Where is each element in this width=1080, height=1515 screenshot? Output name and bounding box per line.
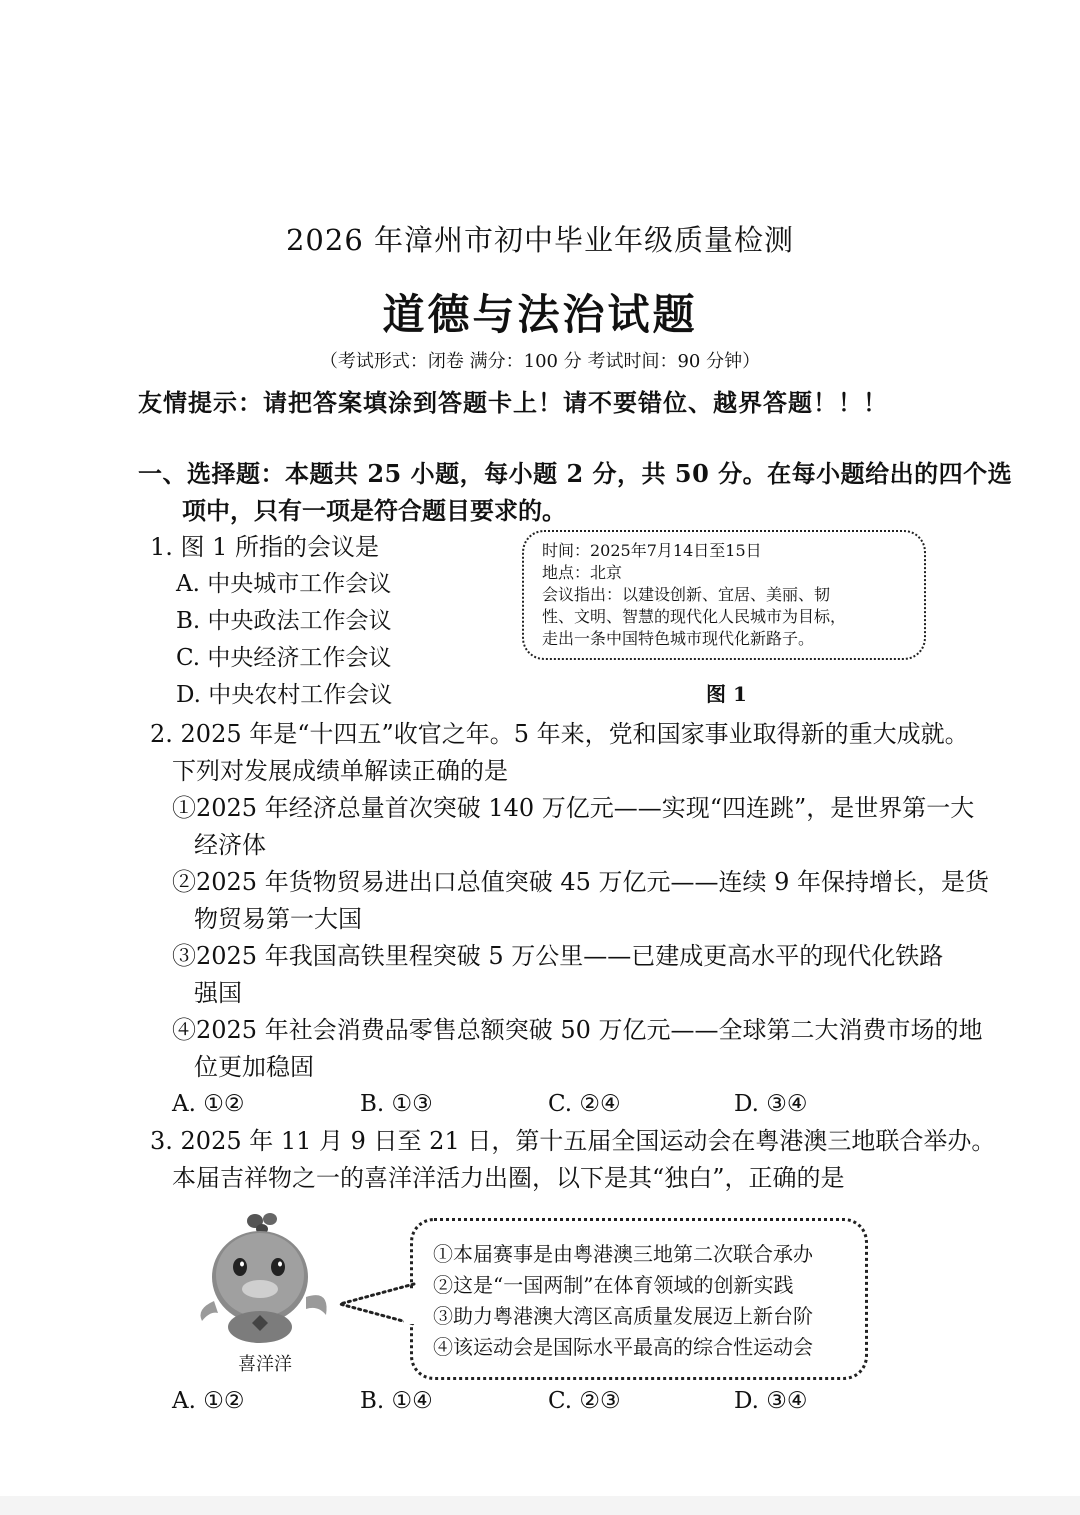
page-bottom-band (0, 1496, 1080, 1515)
q2-option-c[interactable]: C. ②④ (548, 1091, 621, 1117)
q2-stem-line2: 下列对发展成绩单解读正确的是 (172, 757, 508, 785)
q1-option-d[interactable]: D. 中央农村工作会议 (176, 682, 393, 708)
q1-option-c[interactable]: C. 中央经济工作会议 (176, 645, 392, 671)
figure-1-place: 地点：北京 (542, 563, 623, 582)
speech-bubble (410, 1218, 868, 1380)
q2-item-4-cont: 位更加稳固 (194, 1053, 314, 1081)
q2-item-2-cont: 物贸易第一大国 (194, 905, 362, 933)
mascot-label: 喜洋洋 (238, 1354, 292, 1375)
figure-1-note-line3: 走出一条中国特色城市现代化新路子。 (542, 629, 815, 648)
q2-item-2: ②2025 年货物贸易进出口总值突破 45 万亿元——连续 9 年保持增长，是货 (172, 868, 990, 896)
q3-option-d[interactable]: D. ③④ (734, 1388, 808, 1414)
figure-1-caption: 图 1 (706, 682, 747, 706)
bubble-statement-2: ②这是“一国两制”在体育领域的创新实践 (433, 1273, 794, 1297)
q2-item-3: ③2025 年我国高铁里程突破 5 万公里——已建成更高水平的现代化铁路 (172, 942, 944, 970)
q2-stem-line1: 2. 2025 年是“十四五”收官之年。5 年来，党和国家事业取得新的重大成就。 (150, 720, 969, 748)
q1-stem: 1. 图 1 所指的会议是 (150, 533, 380, 561)
bubble-statement-4: ④该运动会是国际水平最高的综合性运动会 (433, 1335, 813, 1359)
q3-stem-line2: 本届吉祥物之一的喜洋洋活力出圈，以下是其“独白”，正确的是 (172, 1164, 845, 1192)
q3-option-a[interactable]: A. ①② (172, 1388, 245, 1414)
figure-1-note-line2: 性、文明、智慧的现代化人民城市为目标， (542, 607, 847, 626)
exam-info: （考试形式：闭卷 满分：100 分 考试时间：90 分钟） (319, 351, 761, 372)
q2-item-4: ④2025 年社会消费品零售总额突破 50 万亿元——全球第二大消费市场的地 (172, 1016, 983, 1044)
page-title: 道德与法治试题 (382, 290, 698, 339)
q1-option-b[interactable]: B. 中央政法工作会议 (176, 608, 392, 634)
bubble-statement-1: ①本届赛事是由粤港澳三地第二次联合承办 (433, 1242, 813, 1266)
bubble-joint (404, 1290, 418, 1324)
bubble-statement-3: ③助力粤港澳大湾区高质量发展迈上新台阶 (433, 1304, 813, 1328)
q2-option-a[interactable]: A. ①② (172, 1091, 245, 1117)
section-heading-line2: 项中，只有一项是符合题目要求的。 (182, 496, 566, 525)
exam-subtitle: 2026 年漳州市初中毕业年级质量检测 (285, 223, 795, 257)
q3-option-c[interactable]: C. ②③ (548, 1388, 621, 1414)
q3-stem-line1: 3. 2025 年 11 月 9 日至 21 日，第十五届全国运动会在粤港澳三地联合举办。 (150, 1127, 996, 1155)
q2-item-1-cont: 经济体 (194, 831, 266, 859)
friendly-tip: 友情提示：请把答案填涂到答题卡上！请不要错位、越界答题！！！ (138, 388, 888, 417)
q3-option-b[interactable]: B. ①④ (360, 1388, 433, 1414)
q2-item-1: ①2025 年经济总量首次突破 140 万亿元——实现“四连跳”，是世界第一大 (172, 794, 975, 822)
figure-1-time: 时间：2025年7月14日至15日 (542, 541, 762, 560)
figure-1-note-line1: 会议指出：以建设创新、宜居、美丽、韧 (542, 585, 831, 604)
section-heading-line1: 一、选择题：本题共 25 小题，每小题 2 分，共 50 分。在每小题给出的四个选 (138, 459, 1013, 488)
figure-1-box (522, 530, 926, 660)
q2-option-d[interactable]: D. ③④ (734, 1091, 808, 1117)
q2-option-b[interactable]: B. ①③ (360, 1091, 433, 1117)
q2-item-3-cont: 强国 (194, 979, 242, 1007)
mascot-illustration (190, 1205, 340, 1355)
q1-option-a[interactable]: A. 中央城市工作会议 (176, 571, 392, 597)
